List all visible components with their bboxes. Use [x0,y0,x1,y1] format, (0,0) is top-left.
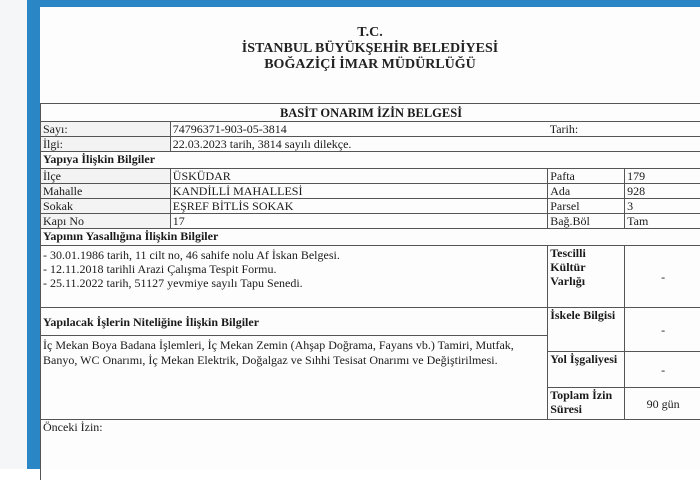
parsel-label: Parsel [548,199,625,214]
header-line-1: T.C. [40,25,700,41]
ilce-label: İlçe [41,169,171,184]
sayi-value: 74796371-903-05-3814 [170,122,547,137]
yol-isgaliyesi-label: Yol İşgaliyesi [548,352,625,388]
bag-bol-label: Bağ.Böl [548,214,625,229]
ilce-value: ÜSKÜDAR [170,169,547,184]
tescilli-label: Tescilli Kültür Varlığı [548,246,625,308]
permit-table [40,103,700,480]
kapi-no-label: Kapı No [41,214,171,229]
yasallik-line: - 30.01.1986 tarih, 11 cilt no, 46 sahife nolu Af İskan Belgesi. [43,248,545,262]
iskele-label: İskele Bilgisi [548,308,625,352]
kapi-no-value: 17 [170,214,547,229]
tescilli-value: - [625,246,700,308]
sokak-label: Sokak [41,199,171,214]
sayi-label: Sayı: [41,122,171,137]
document [40,7,700,469]
ada-value: 928 [625,184,700,199]
toplam-izin-label: Toplam İzin Süresi [548,388,625,420]
mahalle-label: Mahalle [41,184,171,199]
document-title: BASİT ONARIM İZİN BELGESİ [41,104,700,122]
frame-border-top [27,0,700,7]
tarih-label-text: Tarih: [550,122,578,136]
yasallik-line: - 25.11.2022 tarih, 51127 yevmiye sayılı Tapu Senedi. [43,276,545,290]
tarih-label [548,122,700,137]
mahalle-value: KANDİLLİ MAHALLESİ [170,184,547,199]
frame-border-left [27,0,40,469]
ada-label: Ada [548,184,625,199]
yol-isgaliyesi-value: - [625,352,700,388]
yasallik-list [41,246,548,308]
bag-bol-value: Tam [625,214,700,229]
pafta-label: Pafta [548,169,625,184]
ilgi-label: İlgi: [41,137,171,152]
yasallik-line: - 12.11.2018 tarihli Arazi Çalışma Tespit Formu. [43,262,545,276]
page-margin [0,0,27,469]
parsel-value: 3 [625,199,700,214]
ilgi-value: 22.03.2023 tarih, 3814 sayılı dilekçe. [170,137,700,152]
iskele-value: - [625,308,700,352]
onceki-izin: Önceki İzin: [41,420,700,480]
header-line-3: BOĞAZİÇİ İMAR MÜDÜRLÜĞÜ [40,57,700,73]
isler-heading: Yapılacak İşlerin Niteliğine İlişkin Bilgiler [41,308,548,336]
sokak-value: EŞREF BİTLİS SOKAK [170,199,547,214]
pafta-value: 179 [625,169,700,184]
yasallik-heading: Yapının Yasallığına İlişkin Bilgiler [41,229,700,246]
toplam-izin-value: 90 gün [625,388,700,420]
yapi-heading: Yapıya İlişkin Bilgiler [41,152,700,169]
isler-text: İç Mekan Boya Badana İşlemleri, İç Mekan Zemin (Ahşap Doğrama, Fayans vb.) Tamiri, Mutfak, Banyo, WC Onarımı, İç Mekan Elektrik, Doğalgaz ve Sıhhi Tesisat Onarımı ve Değiştirilmesi. [41,336,548,420]
header-line-2: İSTANBUL BÜYÜKŞEHİR BELEDİYESİ [40,41,700,57]
